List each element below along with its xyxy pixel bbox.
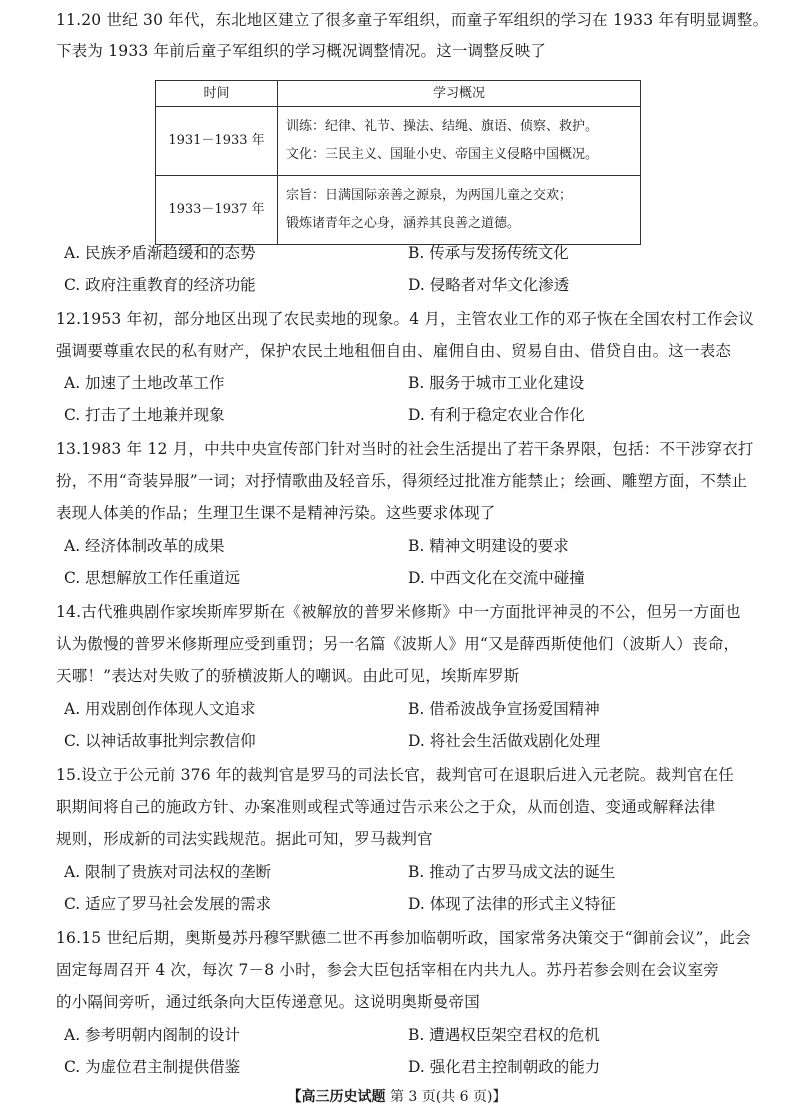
q15-line-3: 规则，形成新的司法实践规范。据此可知，罗马裁判官 bbox=[56, 830, 433, 848]
table-cell-content bbox=[278, 107, 641, 176]
table-cell-period: 1931－1933 年 bbox=[156, 107, 278, 176]
q12-option-c[interactable]: C. 打击了土地兼并现象 bbox=[64, 406, 225, 424]
q13-line-2: 扮，不用“奇装异服”一词；对抒情歌曲及轻音乐，得须经过批准方能禁止；绘画、雕塑方面，不禁止 bbox=[56, 472, 748, 490]
table-header-overview: 学习概况 bbox=[278, 81, 641, 107]
q12-option-d[interactable]: D. 有利于稳定农业合作化 bbox=[408, 406, 585, 424]
table-row bbox=[156, 107, 641, 176]
q15-option-c[interactable]: C. 适应了罗马社会发展的需求 bbox=[64, 895, 272, 913]
q12-line-1: 12.1953 年初，部分地区出现了农民卖地的现象。4 月，主管农业工作的邓子恢在全国农村工作会议 bbox=[56, 310, 755, 328]
q14-line-2: 认为傲慢的普罗米修斯理应受到重罚；另一名篇《波斯人》用“又是薛西斯使他们（波斯人）丧命， bbox=[56, 635, 740, 653]
table-header-row bbox=[156, 81, 641, 107]
q11-line-1: 11.20 世纪 30 年代，东北地区建立了很多童子军组织，而童子军组织的学习在 1933 年有明显调整。 bbox=[56, 11, 769, 29]
q11-option-c[interactable]: C. 政府注重教育的经济功能 bbox=[64, 276, 256, 294]
q16-option-d[interactable]: D. 强化君主控制朝政的能力 bbox=[408, 1058, 601, 1076]
q15-line-1: 15.设立于公元前 376 年的裁判官是罗马的司法长官，裁判官可在退职后进入元老院。裁判官在任 bbox=[56, 766, 734, 784]
content-line: 文化：三民主义、国耻小史、帝国主义侵略中国概况。 bbox=[286, 147, 599, 162]
q16-line-1: 16.15 世纪后期，奥斯曼苏丹穆罕默德二世不再参加临朝听政，国家常务决策交于“御前会议”，此会 bbox=[56, 929, 751, 947]
q14-option-d[interactable]: D. 将社会生活做戏剧化处理 bbox=[408, 732, 601, 750]
q14-line-1: 14.古代雅典剧作家埃斯库罗斯在《被解放的普罗米修斯》中一方面批评神灵的不公，但另一方面也 bbox=[56, 603, 741, 621]
footer-page-number: 第 3 页(共 6 页)】 bbox=[389, 1089, 507, 1105]
table-cell-content bbox=[278, 176, 641, 245]
q12-line-2: 强调要尊重农民的私有财产，保护农民土地租佃自由、雇佣自由、贸易自由、借贷自由。这一表态 bbox=[56, 342, 732, 360]
q16-option-b[interactable]: B. 遭遇权臣架空君权的危机 bbox=[408, 1026, 600, 1044]
table-header-period: 时间 bbox=[156, 81, 278, 107]
table-row bbox=[156, 176, 641, 245]
q13-option-a[interactable]: A. 经济体制改革的成果 bbox=[64, 537, 225, 555]
q13-option-b[interactable]: B. 精神文明建设的要求 bbox=[408, 537, 569, 555]
q16-option-a[interactable]: A. 参考明朝内阁制的设计 bbox=[64, 1026, 241, 1044]
q11-option-d[interactable]: D. 侵略者对华文化渗透 bbox=[408, 276, 570, 294]
q15-option-b[interactable]: B. 推动了古罗马成文法的诞生 bbox=[408, 863, 616, 881]
q15-option-d[interactable]: D. 体现了法律的形式主义特征 bbox=[408, 895, 616, 913]
q11-option-a[interactable]: A. 民族矛盾渐趋缓和的态势 bbox=[64, 244, 256, 262]
q15-line-2: 职期间将自己的施政方针、办案准则或程式等通过告示来公之于众，从而创造、变通或解释法律 bbox=[56, 798, 716, 816]
q11-line-2: 下表为 1933 年前后童子军组织的学习概况调整情况。这一调整反映了 bbox=[56, 42, 547, 60]
q13-line-3: 表现人体美的作品；生理卫生课不是精神污染。这些要求体现了 bbox=[56, 504, 496, 522]
content-line: 锻炼诸青年之心身，涵养其良善之道德。 bbox=[286, 216, 521, 231]
q13-option-c[interactable]: C. 思想解放工作任重道远 bbox=[64, 569, 241, 587]
content-line: 宗旨：日满国际亲善之源泉，为两国儿童之交欢； bbox=[286, 188, 573, 203]
q13-option-d[interactable]: D. 中西文化在交流中碰撞 bbox=[408, 569, 585, 587]
q14-option-b[interactable]: B. 借希波战争宣扬爱国精神 bbox=[408, 700, 600, 718]
q14-option-a[interactable]: A. 用戏剧创作体现人文追求 bbox=[64, 700, 256, 718]
content-line: 训练：纪律、礼节、操法、结绳、旗语、侦察、救护。 bbox=[286, 119, 599, 134]
q13-line-1: 13.1983 年 12 月，中共中央宣传部门针对当时的社会生活提出了若干条界限，包括：不干涉穿衣打 bbox=[56, 440, 754, 458]
q12-option-a[interactable]: A. 加速了土地改革工作 bbox=[64, 374, 225, 392]
q12-option-b[interactable]: B. 服务于城市工业化建设 bbox=[408, 374, 585, 392]
q16-option-c[interactable]: C. 为虚位君主制提供借鉴 bbox=[64, 1058, 241, 1076]
table-cell-period: 1933－1937 年 bbox=[156, 176, 278, 245]
q16-line-3: 的小隔间旁听，通过纸条向大臣传递意见。这说明奥斯曼帝国 bbox=[56, 993, 480, 1011]
footer-exam-title: 【高三历史试题 bbox=[287, 1089, 386, 1105]
page-footer bbox=[0, 1088, 794, 1106]
q14-line-3: 天哪！”表达对失败了的骄横波斯人的嘲讽。由此可见，埃斯库罗斯 bbox=[56, 667, 520, 685]
q14-option-c[interactable]: C. 以神话故事批判宗教信仰 bbox=[64, 732, 256, 750]
q11-option-b[interactable]: B. 传承与发扬传统文化 bbox=[408, 244, 569, 262]
q15-option-a[interactable]: A. 限制了贵族对司法权的垄断 bbox=[64, 863, 272, 881]
q16-line-2: 固定每周召开 4 次，每次 7－8 小时，参会大臣包括宰相在内共九人。苏丹若参会则在会议室旁 bbox=[56, 961, 719, 979]
study-overview-table bbox=[155, 80, 641, 245]
